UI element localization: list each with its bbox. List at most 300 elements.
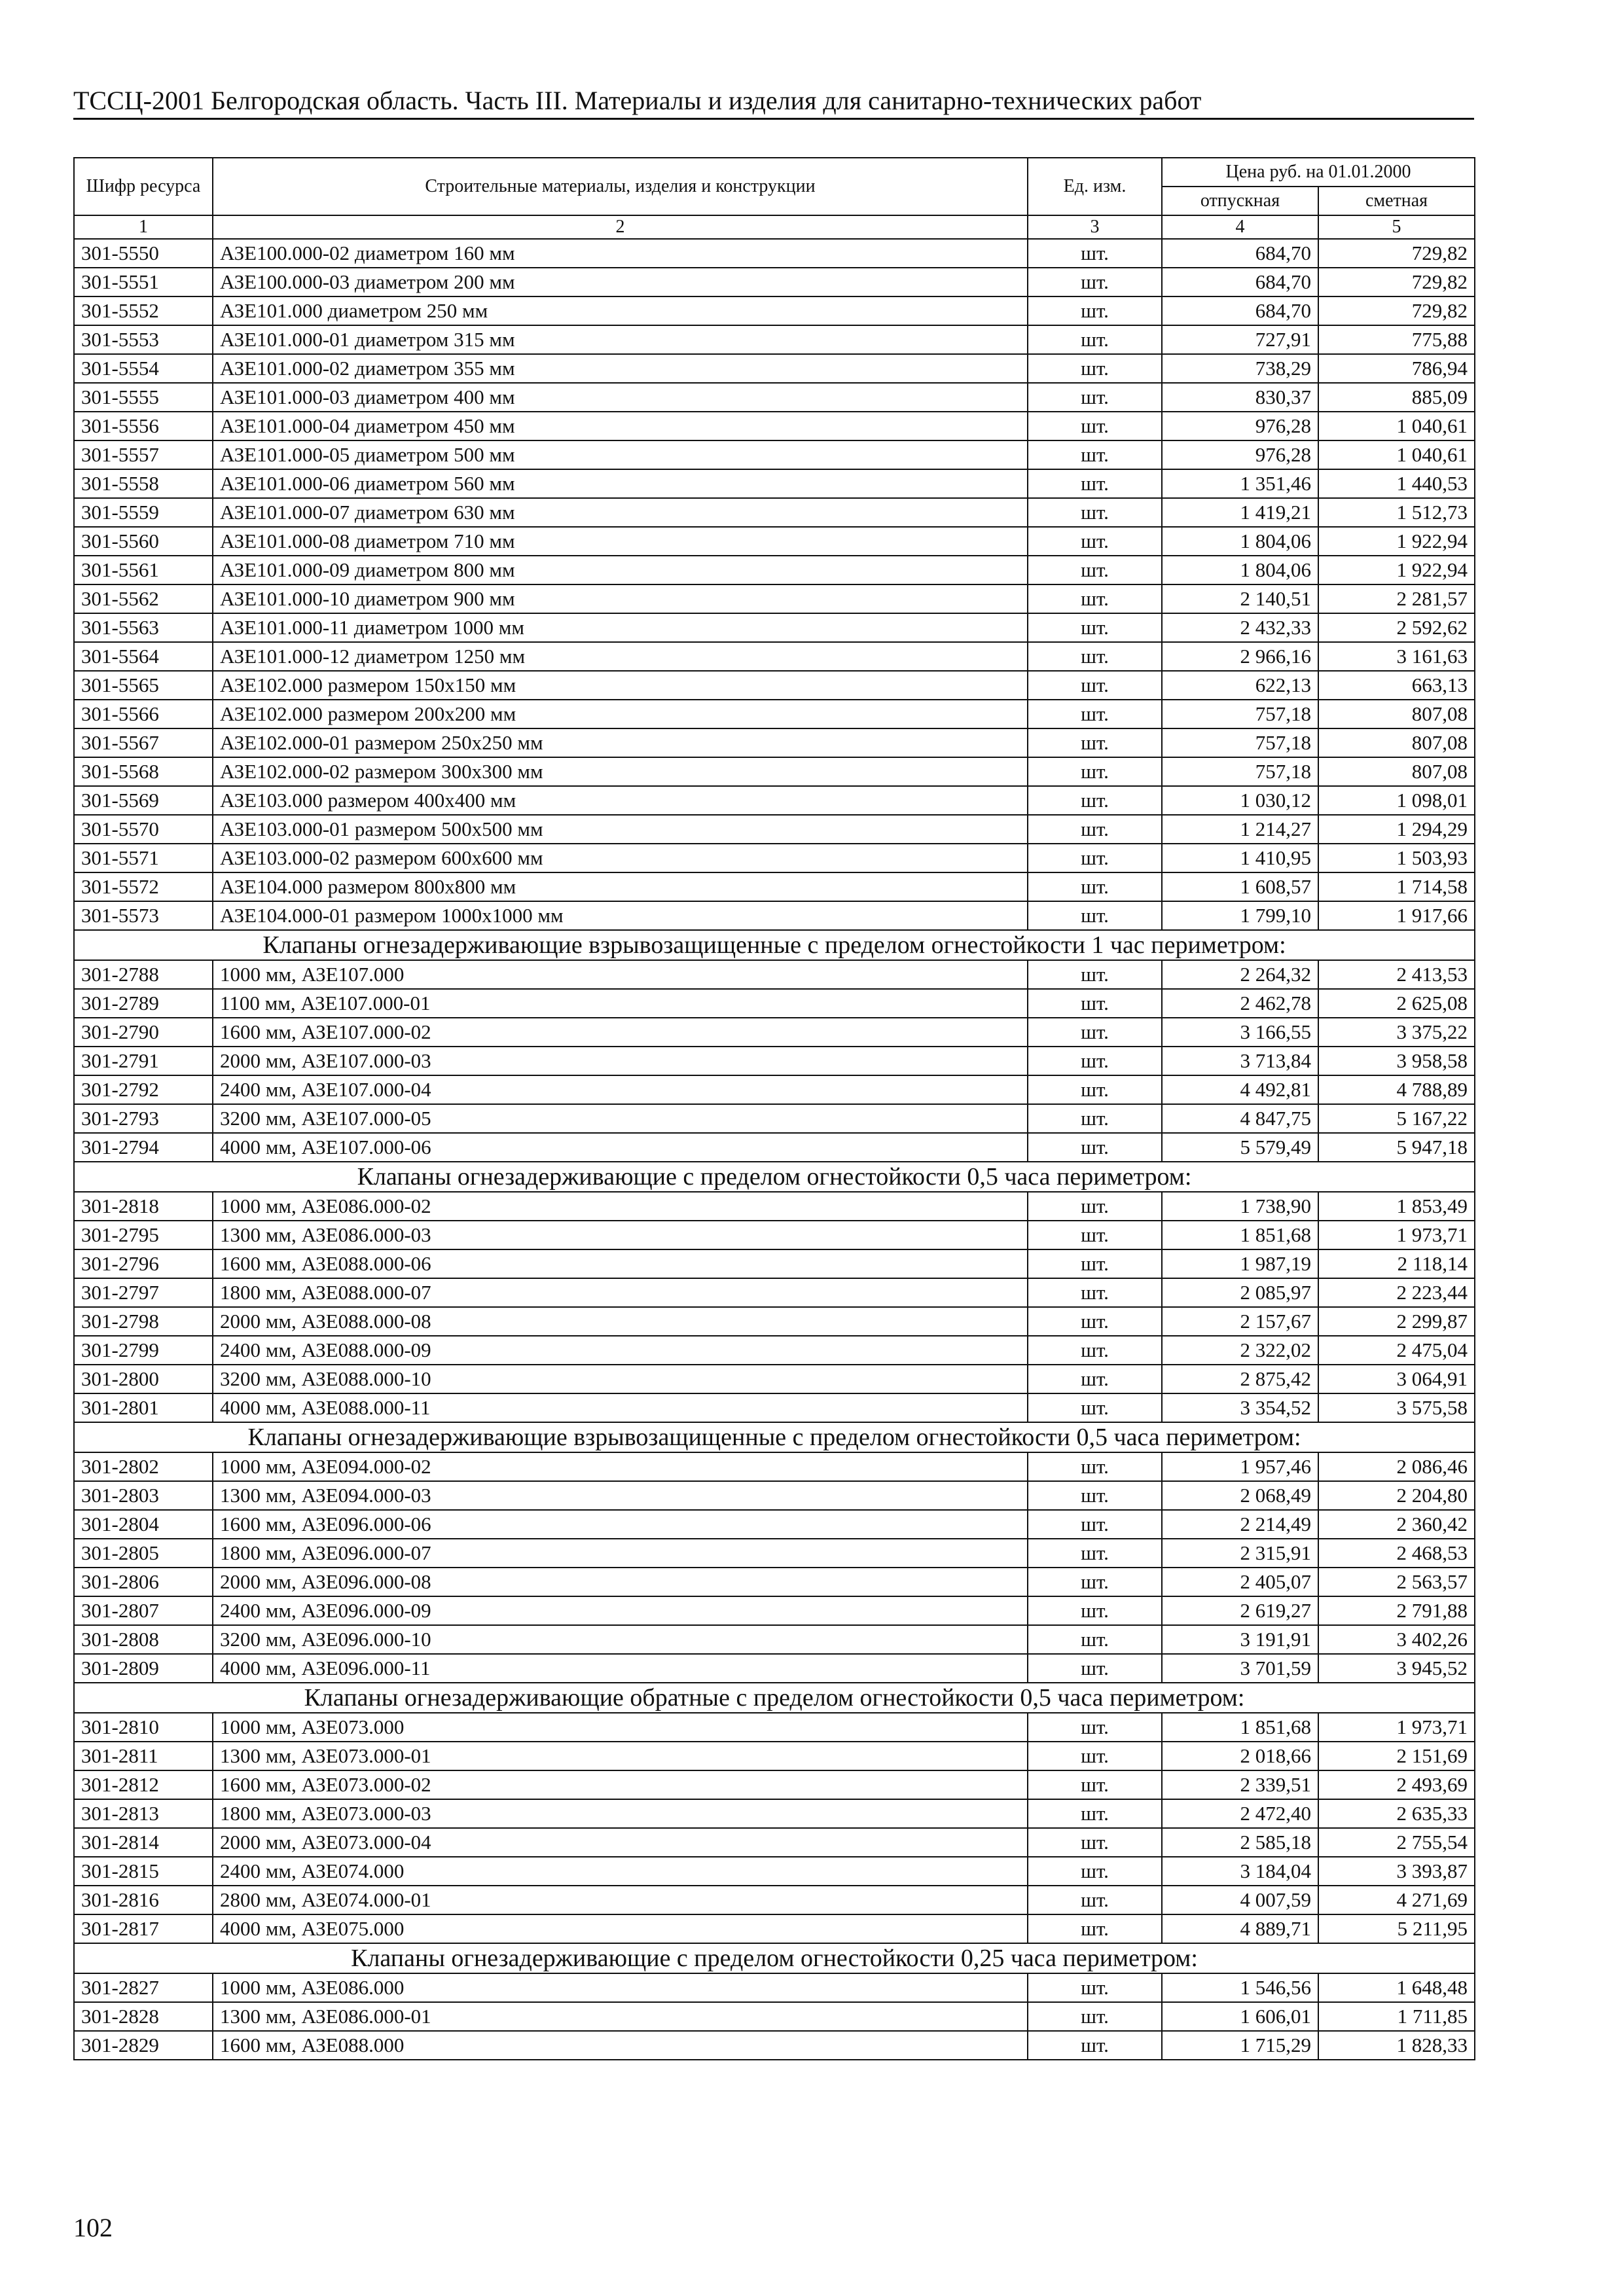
resource-code-cell: 301-5555 [74,383,213,412]
estimate-price-cell: 1 828,33 [1318,2031,1475,2060]
unit-cell: шт. [1028,1249,1162,1278]
estimate-price-cell: 3 161,63 [1318,642,1475,671]
material-name-cell: 1300 мм, АЗЕ086.000-01 [213,2002,1028,2031]
material-name-cell: АЗЕ101.000-02 диаметром 355 мм [213,354,1028,383]
estimate-price-cell: 1 294,29 [1318,815,1475,844]
table-row [74,440,1475,469]
estimate-price-cell: 2 086,46 [1318,1452,1475,1481]
resource-code-cell: 301-2806 [74,1568,213,1596]
unit-cell: шт. [1028,268,1162,296]
material-name-cell: АЗЕ103.000-01 размером 500x500 мм [213,815,1028,844]
material-name-cell: АЗЕ101.000-01 диаметром 315 мм [213,325,1028,354]
estimate-price-cell: 2 755,54 [1318,1828,1475,1857]
resource-code-cell: 301-5570 [74,815,213,844]
material-name-cell: 1800 мм, АЗЕ096.000-07 [213,1539,1028,1568]
table-row [74,412,1475,440]
release-price-cell: 1 804,06 [1162,556,1318,584]
resource-code-cell: 301-5563 [74,613,213,642]
table-row [74,498,1475,527]
unit-cell: шт. [1028,700,1162,728]
material-name-cell: 1600 мм, АЗЕ096.000-06 [213,1510,1028,1539]
table-row [74,1075,1475,1104]
unit-cell: шт. [1028,1221,1162,1249]
material-name-cell: АЗЕ101.000-12 диаметром 1250 мм [213,642,1028,671]
resource-code-cell: 301-2814 [74,1828,213,1857]
table-row [74,1654,1475,1683]
table-row [74,1192,1475,1221]
table-row [74,1770,1475,1799]
estimate-price-cell: 3 402,26 [1318,1625,1475,1654]
release-price-cell: 2 068,49 [1162,1481,1318,1510]
column-header-code: Шифр ресурса [74,158,213,215]
column-number: 1 [74,215,213,239]
release-price-cell: 2 018,66 [1162,1742,1318,1770]
material-name-cell: 1300 мм, АЗЕ073.000-01 [213,1742,1028,1770]
estimate-price-cell: 2 791,88 [1318,1596,1475,1625]
table-row [74,1596,1475,1625]
section-row [74,1943,1475,1973]
document-header: ТССЦ-2001 Белгородская область. Часть III. Материалы и изделия для санитарно-технических работ [73,86,1202,115]
table-head [74,158,1475,239]
unit-cell: шт. [1028,1075,1162,1104]
unit-cell: шт. [1028,1133,1162,1162]
table-row [74,354,1475,383]
release-price-cell: 2 140,51 [1162,584,1318,613]
resource-code-cell: 301-2811 [74,1742,213,1770]
unit-cell: шт. [1028,354,1162,383]
table-row [74,757,1475,786]
resource-code-cell: 301-2807 [74,1596,213,1625]
resource-code-cell: 301-5564 [74,642,213,671]
estimate-price-cell: 2 592,62 [1318,613,1475,642]
material-name-cell: 3200 мм, АЗЕ096.000-10 [213,1625,1028,1654]
release-price-cell: 1 957,46 [1162,1452,1318,1481]
resource-code-cell: 301-5556 [74,412,213,440]
resource-code-cell: 301-2797 [74,1278,213,1307]
material-name-cell: АЗЕ100.000-02 диаметром 160 мм [213,239,1028,268]
resource-code-cell: 301-5571 [74,844,213,872]
material-name-cell: АЗЕ102.000-02 размером 300x300 мм [213,757,1028,786]
release-price-cell: 2 585,18 [1162,1828,1318,1857]
material-name-cell: АЗЕ103.000 размером 400x400 мм [213,786,1028,815]
estimate-price-cell: 2 493,69 [1318,1770,1475,1799]
unit-cell: шт. [1028,239,1162,268]
release-price-cell: 976,28 [1162,440,1318,469]
column-number: 4 [1162,215,1318,239]
unit-cell: шт. [1028,2031,1162,2060]
material-name-cell: 4000 мм, АЗЕ075.000 [213,1914,1028,1943]
unit-cell: шт. [1028,613,1162,642]
release-price-cell: 4 847,75 [1162,1104,1318,1133]
estimate-price-cell: 2 635,33 [1318,1799,1475,1828]
material-name-cell: АЗЕ102.000 размером 150x150 мм [213,671,1028,700]
column-number-row [74,215,1475,239]
table-row [74,1104,1475,1133]
resource-code-cell: 301-5562 [74,584,213,613]
release-price-cell: 2 462,78 [1162,989,1318,1018]
release-price-cell: 1 606,01 [1162,2002,1318,2031]
section-title: Клапаны огнезадерживающие с пределом огнестойкости 0,25 часа периметром: [74,1943,1475,1973]
unit-cell: шт. [1028,383,1162,412]
release-price-cell: 757,18 [1162,700,1318,728]
resource-code-cell: 301-2803 [74,1481,213,1510]
material-name-cell: 1600 мм, АЗЕ107.000-02 [213,1018,1028,1047]
table-row [74,1857,1475,1886]
table-row [74,1539,1475,1568]
estimate-price-cell: 1 714,58 [1318,872,1475,901]
estimate-price-cell: 3 064,91 [1318,1365,1475,1393]
material-name-cell: 1000 мм, АЗЕ073.000 [213,1713,1028,1742]
estimate-price-cell: 1 040,61 [1318,412,1475,440]
release-price-cell: 684,70 [1162,268,1318,296]
material-name-cell: АЗЕ101.000-03 диаметром 400 мм [213,383,1028,412]
table-row [74,1973,1475,2002]
estimate-price-cell: 775,88 [1318,325,1475,354]
resource-code-cell: 301-2810 [74,1713,213,1742]
resource-code-cell: 301-2792 [74,1075,213,1104]
material-name-cell: АЗЕ104.000-01 размером 1000x1000 мм [213,901,1028,930]
table-row [74,556,1475,584]
unit-cell: шт. [1028,1047,1162,1075]
material-name-cell: 1600 мм, АЗЕ088.000 [213,2031,1028,2060]
table-row [74,1133,1475,1162]
table-row [74,1914,1475,1943]
unit-cell: шт. [1028,728,1162,757]
material-name-cell: 2000 мм, АЗЕ073.000-04 [213,1828,1028,1857]
table-row [74,325,1475,354]
column-header-price: Цена руб. на 01.01.2000 [1162,158,1475,187]
unit-cell: шт. [1028,1104,1162,1133]
material-name-cell: 2800 мм, АЗЕ074.000-01 [213,1886,1028,1914]
release-price-cell: 3 166,55 [1162,1018,1318,1047]
release-price-cell: 2 966,16 [1162,642,1318,671]
estimate-price-cell: 1 922,94 [1318,527,1475,556]
column-number: 5 [1318,215,1475,239]
release-price-cell: 684,70 [1162,239,1318,268]
material-name-cell: АЗЕ101.000-10 диаметром 900 мм [213,584,1028,613]
table-row [74,1742,1475,1770]
resource-code-cell: 301-5561 [74,556,213,584]
material-name-cell: АЗЕ104.000 размером 800x800 мм [213,872,1028,901]
table-row [74,1018,1475,1047]
unit-cell: шт. [1028,1568,1162,1596]
table-row [74,728,1475,757]
release-price-cell: 2 322,02 [1162,1336,1318,1365]
resource-code-cell: 301-2795 [74,1221,213,1249]
resource-code-cell: 301-2802 [74,1452,213,1481]
estimate-price-cell: 5 167,22 [1318,1104,1475,1133]
release-price-cell: 1 410,95 [1162,844,1318,872]
unit-cell: шт. [1028,1307,1162,1336]
material-name-cell: 4000 мм, АЗЕ088.000-11 [213,1393,1028,1422]
release-price-cell: 1 987,19 [1162,1249,1318,1278]
resource-code-cell: 301-2829 [74,2031,213,2060]
release-price-cell: 3 191,91 [1162,1625,1318,1654]
unit-cell: шт. [1028,872,1162,901]
material-name-cell: 2400 мм, АЗЕ107.000-04 [213,1075,1028,1104]
unit-cell: шт. [1028,786,1162,815]
unit-cell: шт. [1028,1857,1162,1886]
unit-cell: шт. [1028,1018,1162,1047]
table-row [74,642,1475,671]
material-name-cell: 2400 мм, АЗЕ088.000-09 [213,1336,1028,1365]
estimate-price-cell: 2 360,42 [1318,1510,1475,1539]
estimate-price-cell: 1 040,61 [1318,440,1475,469]
resource-code-cell: 301-2790 [74,1018,213,1047]
release-price-cell: 1 804,06 [1162,527,1318,556]
section-title: Клапаны огнезадерживающие взрывозащищенные с пределом огнестойкости 1 час периметром: [74,930,1475,960]
material-name-cell: АЗЕ101.000-06 диаметром 560 мм [213,469,1028,498]
resource-code-cell: 301-2815 [74,1857,213,1886]
estimate-price-cell: 1 711,85 [1318,2002,1475,2031]
table-row [74,1799,1475,1828]
material-name-cell: АЗЕ101.000-04 диаметром 450 мм [213,412,1028,440]
unit-cell: шт. [1028,1799,1162,1828]
table-row [74,1047,1475,1075]
table-row [74,1886,1475,1914]
material-name-cell: АЗЕ101.000-08 диаметром 710 мм [213,527,1028,556]
release-price-cell: 1 715,29 [1162,2031,1318,2060]
release-price-cell: 2 315,91 [1162,1539,1318,1568]
estimate-price-cell: 786,94 [1318,354,1475,383]
material-name-cell: 2400 мм, АЗЕ074.000 [213,1857,1028,1886]
unit-cell: шт. [1028,1914,1162,1943]
estimate-price-cell: 2 563,57 [1318,1568,1475,1596]
resource-code-cell: 301-2791 [74,1047,213,1075]
release-price-cell: 684,70 [1162,296,1318,325]
release-price-cell: 1 799,10 [1162,901,1318,930]
resource-code-cell: 301-2799 [74,1336,213,1365]
unit-cell: шт. [1028,1654,1162,1683]
estimate-price-cell: 1 853,49 [1318,1192,1475,1221]
table-row [74,1510,1475,1539]
resource-code-cell: 301-2809 [74,1654,213,1683]
material-name-cell: АЗЕ101.000-11 диаметром 1000 мм [213,613,1028,642]
resource-code-cell: 301-2789 [74,989,213,1018]
resource-code-cell: 301-5566 [74,700,213,728]
estimate-price-cell: 1 512,73 [1318,498,1475,527]
resource-code-cell: 301-2793 [74,1104,213,1133]
unit-cell: шт. [1028,469,1162,498]
unit-cell: шт. [1028,1481,1162,1510]
material-name-cell: АЗЕ101.000 диаметром 250 мм [213,296,1028,325]
estimate-price-cell: 3 375,22 [1318,1018,1475,1047]
release-price-cell: 2 214,49 [1162,1510,1318,1539]
resource-code-cell: 301-2801 [74,1393,213,1422]
release-price-cell: 2 085,97 [1162,1278,1318,1307]
release-price-cell: 757,18 [1162,728,1318,757]
resource-code-cell: 301-2800 [74,1365,213,1393]
estimate-price-cell: 2 281,57 [1318,584,1475,613]
table-row [74,1365,1475,1393]
release-price-cell: 1 419,21 [1162,498,1318,527]
unit-cell: шт. [1028,1770,1162,1799]
estimate-price-cell: 4 788,89 [1318,1075,1475,1104]
column-header-name: Строительные материалы, изделия и конструкции [213,158,1028,215]
estimate-price-cell: 2 475,04 [1318,1336,1475,1365]
estimate-price-cell: 1 648,48 [1318,1973,1475,2002]
release-price-cell: 738,29 [1162,354,1318,383]
release-price-cell: 1 608,57 [1162,872,1318,901]
release-price-cell: 2 264,32 [1162,960,1318,989]
unit-cell: шт. [1028,1742,1162,1770]
page-number: 102 [73,2213,113,2242]
unit-cell: шт. [1028,1713,1162,1742]
table-row [74,527,1475,556]
release-price-cell: 1 738,90 [1162,1192,1318,1221]
material-name-cell: 4000 мм, АЗЕ096.000-11 [213,1654,1028,1683]
unit-cell: шт. [1028,901,1162,930]
release-price-cell: 2 405,07 [1162,1568,1318,1596]
estimate-price-cell: 729,82 [1318,296,1475,325]
unit-cell: шт. [1028,1365,1162,1393]
resource-code-cell: 301-2813 [74,1799,213,1828]
release-price-cell: 1 214,27 [1162,815,1318,844]
resource-code-cell: 301-2804 [74,1510,213,1539]
estimate-price-cell: 1 922,94 [1318,556,1475,584]
release-price-cell: 3 354,52 [1162,1393,1318,1422]
table-row [74,1828,1475,1857]
release-price-cell: 2 432,33 [1162,613,1318,642]
release-price-cell: 1 546,56 [1162,1973,1318,2002]
estimate-price-cell: 3 945,52 [1318,1654,1475,1683]
column-header-unit: Ед. изм. [1028,158,1162,215]
estimate-price-cell: 2 299,87 [1318,1307,1475,1336]
resource-code-cell: 301-2808 [74,1625,213,1654]
estimate-price-cell: 1 440,53 [1318,469,1475,498]
section-title: Клапаны огнезадерживающие обратные с пределом огнестойкости 0,5 часа периметром: [74,1683,1475,1713]
table-row [74,383,1475,412]
table-row [74,1336,1475,1365]
release-price-cell: 2 157,67 [1162,1307,1318,1336]
section-row [74,930,1475,960]
estimate-price-cell: 885,09 [1318,383,1475,412]
estimate-price-cell: 807,08 [1318,757,1475,786]
resource-code-cell: 301-5551 [74,268,213,296]
release-price-cell: 2 339,51 [1162,1770,1318,1799]
unit-cell: шт. [1028,1625,1162,1654]
estimate-price-cell: 2 118,14 [1318,1249,1475,1278]
estimate-price-cell: 2 223,44 [1318,1278,1475,1307]
release-price-cell: 1 351,46 [1162,469,1318,498]
estimate-price-cell: 2 204,80 [1318,1481,1475,1510]
table-row [74,1568,1475,1596]
estimate-price-cell: 2 468,53 [1318,1539,1475,1568]
table-row [74,1221,1475,1249]
section-row [74,1683,1475,1713]
section-row [74,1422,1475,1452]
unit-cell: шт. [1028,642,1162,671]
table-row [74,1249,1475,1278]
table-row [74,239,1475,268]
section-row [74,1162,1475,1192]
material-name-cell: 3200 мм, АЗЕ088.000-10 [213,1365,1028,1393]
resource-code-cell: 301-2805 [74,1539,213,1568]
unit-cell: шт. [1028,1973,1162,2002]
unit-cell: шт. [1028,527,1162,556]
estimate-price-cell: 1 098,01 [1318,786,1475,815]
unit-cell: шт. [1028,296,1162,325]
estimate-price-cell: 5 211,95 [1318,1914,1475,1943]
unit-cell: шт. [1028,440,1162,469]
table-row [74,989,1475,1018]
material-name-cell: 1800 мм, АЗЕ088.000-07 [213,1278,1028,1307]
table-row [74,1307,1475,1336]
unit-cell: шт. [1028,1192,1162,1221]
table-row [74,844,1475,872]
release-price-cell: 2 619,27 [1162,1596,1318,1625]
unit-cell: шт. [1028,556,1162,584]
material-name-cell: АЗЕ102.000-01 размером 250x250 мм [213,728,1028,757]
material-name-cell: 1000 мм, АЗЕ086.000-02 [213,1192,1028,1221]
unit-cell: шт. [1028,498,1162,527]
estimate-price-cell: 807,08 [1318,728,1475,757]
unit-cell: шт. [1028,2002,1162,2031]
unit-cell: шт. [1028,1278,1162,1307]
table-row [74,901,1475,930]
estimate-price-cell: 729,82 [1318,239,1475,268]
resource-code-cell: 301-2788 [74,960,213,989]
estimate-price-cell: 4 271,69 [1318,1886,1475,1914]
estimate-price-cell: 5 947,18 [1318,1133,1475,1162]
unit-cell: шт. [1028,671,1162,700]
resource-code-cell: 301-5567 [74,728,213,757]
unit-cell: шт. [1028,989,1162,1018]
unit-cell: шт. [1028,1828,1162,1857]
resource-code-cell: 301-2816 [74,1886,213,1914]
material-name-cell: 2400 мм, АЗЕ096.000-09 [213,1596,1028,1625]
material-name-cell: АЗЕ102.000 размером 200x200 мм [213,700,1028,728]
resource-code-cell: 301-2827 [74,1973,213,2002]
unit-cell: шт. [1028,1510,1162,1539]
material-name-cell: 2000 мм, АЗЕ088.000-08 [213,1307,1028,1336]
table-row [74,815,1475,844]
material-name-cell: 3200 мм, АЗЕ107.000-05 [213,1104,1028,1133]
unit-cell: шт. [1028,757,1162,786]
table-row [74,960,1475,989]
table-row [74,1713,1475,1742]
resource-code-cell: 301-5558 [74,469,213,498]
table-row [74,1393,1475,1422]
price-table [73,157,1475,2060]
material-name-cell: 1600 мм, АЗЕ073.000-02 [213,1770,1028,1799]
unit-cell: шт. [1028,584,1162,613]
resource-code-cell: 301-5560 [74,527,213,556]
column-header-estimate-price: сметная [1318,187,1475,215]
resource-code-cell: 301-2828 [74,2002,213,2031]
release-price-cell: 757,18 [1162,757,1318,786]
table-row [74,786,1475,815]
table-row [74,613,1475,642]
table-row [74,469,1475,498]
table-row [74,1481,1475,1510]
section-title: Клапаны огнезадерживающие с пределом огнестойкости 0,5 часа периметром: [74,1162,1475,1192]
release-price-cell: 1 030,12 [1162,786,1318,815]
table-row [74,2002,1475,2031]
table-row [74,1625,1475,1654]
resource-code-cell: 301-5573 [74,901,213,930]
material-name-cell: 2000 мм, АЗЕ107.000-03 [213,1047,1028,1075]
resource-code-cell: 301-2817 [74,1914,213,1943]
material-name-cell: АЗЕ101.000-05 диаметром 500 мм [213,440,1028,469]
release-price-cell: 4 492,81 [1162,1075,1318,1104]
material-name-cell: 1000 мм, АЗЕ107.000 [213,960,1028,989]
estimate-price-cell: 663,13 [1318,671,1475,700]
resource-code-cell: 301-5557 [74,440,213,469]
material-name-cell: 1100 мм, АЗЕ107.000-01 [213,989,1028,1018]
unit-cell: шт. [1028,1452,1162,1481]
resource-code-cell: 301-2796 [74,1249,213,1278]
